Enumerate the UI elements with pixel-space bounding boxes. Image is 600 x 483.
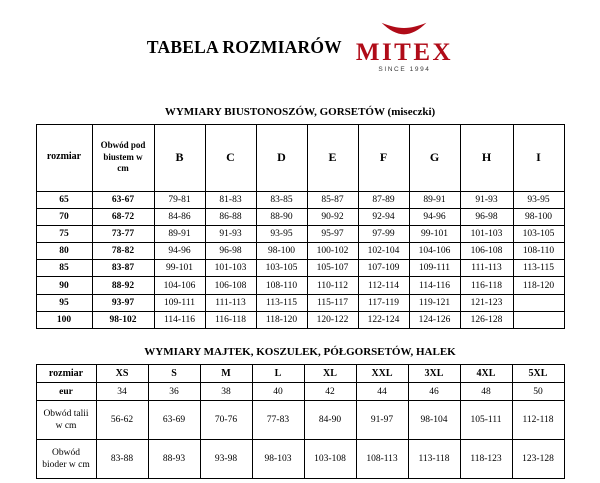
cell-eur: 46 (408, 383, 460, 401)
cell-h: 126-128 (460, 311, 513, 328)
cell-c: 111-113 (205, 294, 256, 311)
cell-h: 111-113 (460, 260, 513, 277)
cell-d: 98-100 (256, 243, 307, 260)
cell-b: 104-106 (154, 277, 205, 294)
cell-size-l: L (252, 365, 304, 383)
cell-hips: 88-93 (148, 440, 200, 479)
table-header-row (36, 124, 564, 191)
cell-eur: 34 (96, 383, 148, 401)
cell-h: 96-98 (460, 208, 513, 225)
cell-underbust: 63-67 (92, 191, 154, 208)
cell-eur: 36 (148, 383, 200, 401)
cell-e: 90-92 (307, 208, 358, 225)
row-label-rozmiar: rozmiar (36, 365, 96, 383)
column-header-underbust: Obwód pod biustem w cm (92, 124, 154, 191)
cell-size: 70 (36, 208, 92, 225)
cell-waist: 112-118 (512, 401, 564, 440)
row-label-hips: Obwód bioder w cm (36, 440, 96, 479)
row-label-waist: Obwód talii w cm (36, 401, 96, 440)
cell-d: 93-95 (256, 225, 307, 242)
cell-hips: 103-108 (304, 440, 356, 479)
cell-eur: 50 (512, 383, 564, 401)
table-row (36, 383, 564, 401)
cell-eur: 40 (252, 383, 304, 401)
cell-eur: 48 (460, 383, 512, 401)
cell-g: 114-116 (409, 277, 460, 294)
cell-waist: 105-111 (460, 401, 512, 440)
cell-waist: 91-97 (356, 401, 408, 440)
cell-b: 84-86 (154, 208, 205, 225)
cell-h: 91-93 (460, 191, 513, 208)
table-row (36, 440, 564, 479)
cell-underbust: 68-72 (92, 208, 154, 225)
cell-waist: 70-76 (200, 401, 252, 440)
cell-hips: 108-113 (356, 440, 408, 479)
cell-i: 118-120 (513, 277, 564, 294)
bottom-size-table (36, 364, 565, 479)
cell-b: 94-96 (154, 243, 205, 260)
cell-b: 99-101 (154, 260, 205, 277)
cell-hips: 113-118 (408, 440, 460, 479)
table-row (36, 243, 564, 260)
cell-size: 100 (36, 311, 92, 328)
cell-size-5xl: 5XL (512, 365, 564, 383)
table-row (36, 311, 564, 328)
cell-size-s: S (148, 365, 200, 383)
cell-b: 89-91 (154, 225, 205, 242)
table-row (36, 225, 564, 242)
cell-hips: 93-98 (200, 440, 252, 479)
cell-e: 85-87 (307, 191, 358, 208)
cell-f: 87-89 (358, 191, 409, 208)
cell-size-xxl: XXL (356, 365, 408, 383)
cell-i: 108-110 (513, 243, 564, 260)
cell-hips: 83-88 (96, 440, 148, 479)
cell-b: 109-111 (154, 294, 205, 311)
cell-hips: 118-123 (460, 440, 512, 479)
bow-mark-icon (381, 22, 427, 39)
cell-size: 65 (36, 191, 92, 208)
cell-underbust: 93-97 (92, 294, 154, 311)
cell-f: 97-99 (358, 225, 409, 242)
cell-b: 114-116 (154, 311, 205, 328)
cell-d: 113-115 (256, 294, 307, 311)
bust-size-table (36, 124, 565, 330)
cell-eur: 38 (200, 383, 252, 401)
cell-waist: 77-83 (252, 401, 304, 440)
column-header-e: E (307, 124, 358, 191)
cell-c: 116-118 (205, 311, 256, 328)
cell-underbust: 98-102 (92, 311, 154, 328)
cell-i: 113-115 (513, 260, 564, 277)
cell-g: 109-111 (409, 260, 460, 277)
cell-c: 81-83 (205, 191, 256, 208)
cell-size-4xl: 4XL (460, 365, 512, 383)
cell-f: 117-119 (358, 294, 409, 311)
cell-i: 103-105 (513, 225, 564, 242)
cell-e: 105-107 (307, 260, 358, 277)
cell-h: 116-118 (460, 277, 513, 294)
cell-c: 101-103 (205, 260, 256, 277)
cell-h: 101-103 (460, 225, 513, 242)
cell-i: 98-100 (513, 208, 564, 225)
cell-i (513, 294, 564, 311)
cell-g: 104-106 (409, 243, 460, 260)
row-label-eur: eur (36, 383, 96, 401)
column-header-c: C (205, 124, 256, 191)
table-row (36, 294, 564, 311)
cell-g: 99-101 (409, 225, 460, 242)
cell-f: 122-124 (358, 311, 409, 328)
cell-e: 115-117 (307, 294, 358, 311)
cell-eur: 42 (304, 383, 356, 401)
cell-d: 83-85 (256, 191, 307, 208)
cell-c: 86-88 (205, 208, 256, 225)
table-header-row (36, 365, 564, 383)
cell-f: 92-94 (358, 208, 409, 225)
cell-size-m: M (200, 365, 252, 383)
brand-since-label: SINCE 1994 (378, 66, 431, 73)
cell-g: 89-91 (409, 191, 460, 208)
cell-size: 80 (36, 243, 92, 260)
brand-name: MITEX (355, 39, 454, 66)
cell-c: 106-108 (205, 277, 256, 294)
cell-e: 100-102 (307, 243, 358, 260)
cell-waist: 98-104 (408, 401, 460, 440)
column-header-i: I (513, 124, 564, 191)
cell-d: 88-90 (256, 208, 307, 225)
cell-f: 112-114 (358, 277, 409, 294)
column-header-b: B (154, 124, 205, 191)
cell-h: 121-123 (460, 294, 513, 311)
cell-waist: 63-69 (148, 401, 200, 440)
table-row (36, 277, 564, 294)
cell-f: 102-104 (358, 243, 409, 260)
cell-g: 94-96 (409, 208, 460, 225)
cell-size-3xl: 3XL (408, 365, 460, 383)
cell-size-xs: XS (96, 365, 148, 383)
column-header-d: D (256, 124, 307, 191)
cell-underbust: 78-82 (92, 243, 154, 260)
cell-e: 110-112 (307, 277, 358, 294)
bottom-table-caption: WYMIARY MAJTEK, KOSZULEK, PÓŁGORSETÓW, HALEK (144, 346, 456, 358)
cell-c: 91-93 (205, 225, 256, 242)
cell-eur: 44 (356, 383, 408, 401)
column-header-h: H (460, 124, 513, 191)
page-title: TABELA ROZMIARÓW (146, 37, 342, 58)
cell-hips: 98-103 (252, 440, 304, 479)
cell-underbust: 88-92 (92, 277, 154, 294)
cell-b: 79-81 (154, 191, 205, 208)
cell-size-xl: XL (304, 365, 356, 383)
bust-table-caption: WYMIARY BIUSTONOSZÓW, GORSETÓW (miseczki) (164, 105, 436, 118)
cell-h: 106-108 (460, 243, 513, 260)
cell-d: 108-110 (256, 277, 307, 294)
cell-size: 75 (36, 225, 92, 242)
cell-d: 103-105 (256, 260, 307, 277)
column-header-rozmiar: rozmiar (36, 124, 92, 191)
table-row (36, 208, 564, 225)
cell-g: 124-126 (409, 311, 460, 328)
cell-d: 118-120 (256, 311, 307, 328)
cell-e: 120-122 (307, 311, 358, 328)
cell-f: 107-109 (358, 260, 409, 277)
table-row (36, 191, 564, 208)
cell-waist: 84-90 (304, 401, 356, 440)
table-row (36, 401, 564, 440)
table-row (36, 260, 564, 277)
cell-underbust: 73-77 (92, 225, 154, 242)
page-header (0, 0, 600, 80)
cell-i: 93-95 (513, 191, 564, 208)
brand-logo (356, 22, 453, 74)
cell-hips: 123-128 (512, 440, 564, 479)
cell-size: 85 (36, 260, 92, 277)
cell-underbust: 83-87 (92, 260, 154, 277)
column-header-f: F (358, 124, 409, 191)
cell-size: 95 (36, 294, 92, 311)
cell-e: 95-97 (307, 225, 358, 242)
column-header-g: G (409, 124, 460, 191)
cell-size: 90 (36, 277, 92, 294)
cell-c: 96-98 (205, 243, 256, 260)
cell-i (513, 311, 564, 328)
cell-g: 119-121 (409, 294, 460, 311)
cell-waist: 56-62 (96, 401, 148, 440)
